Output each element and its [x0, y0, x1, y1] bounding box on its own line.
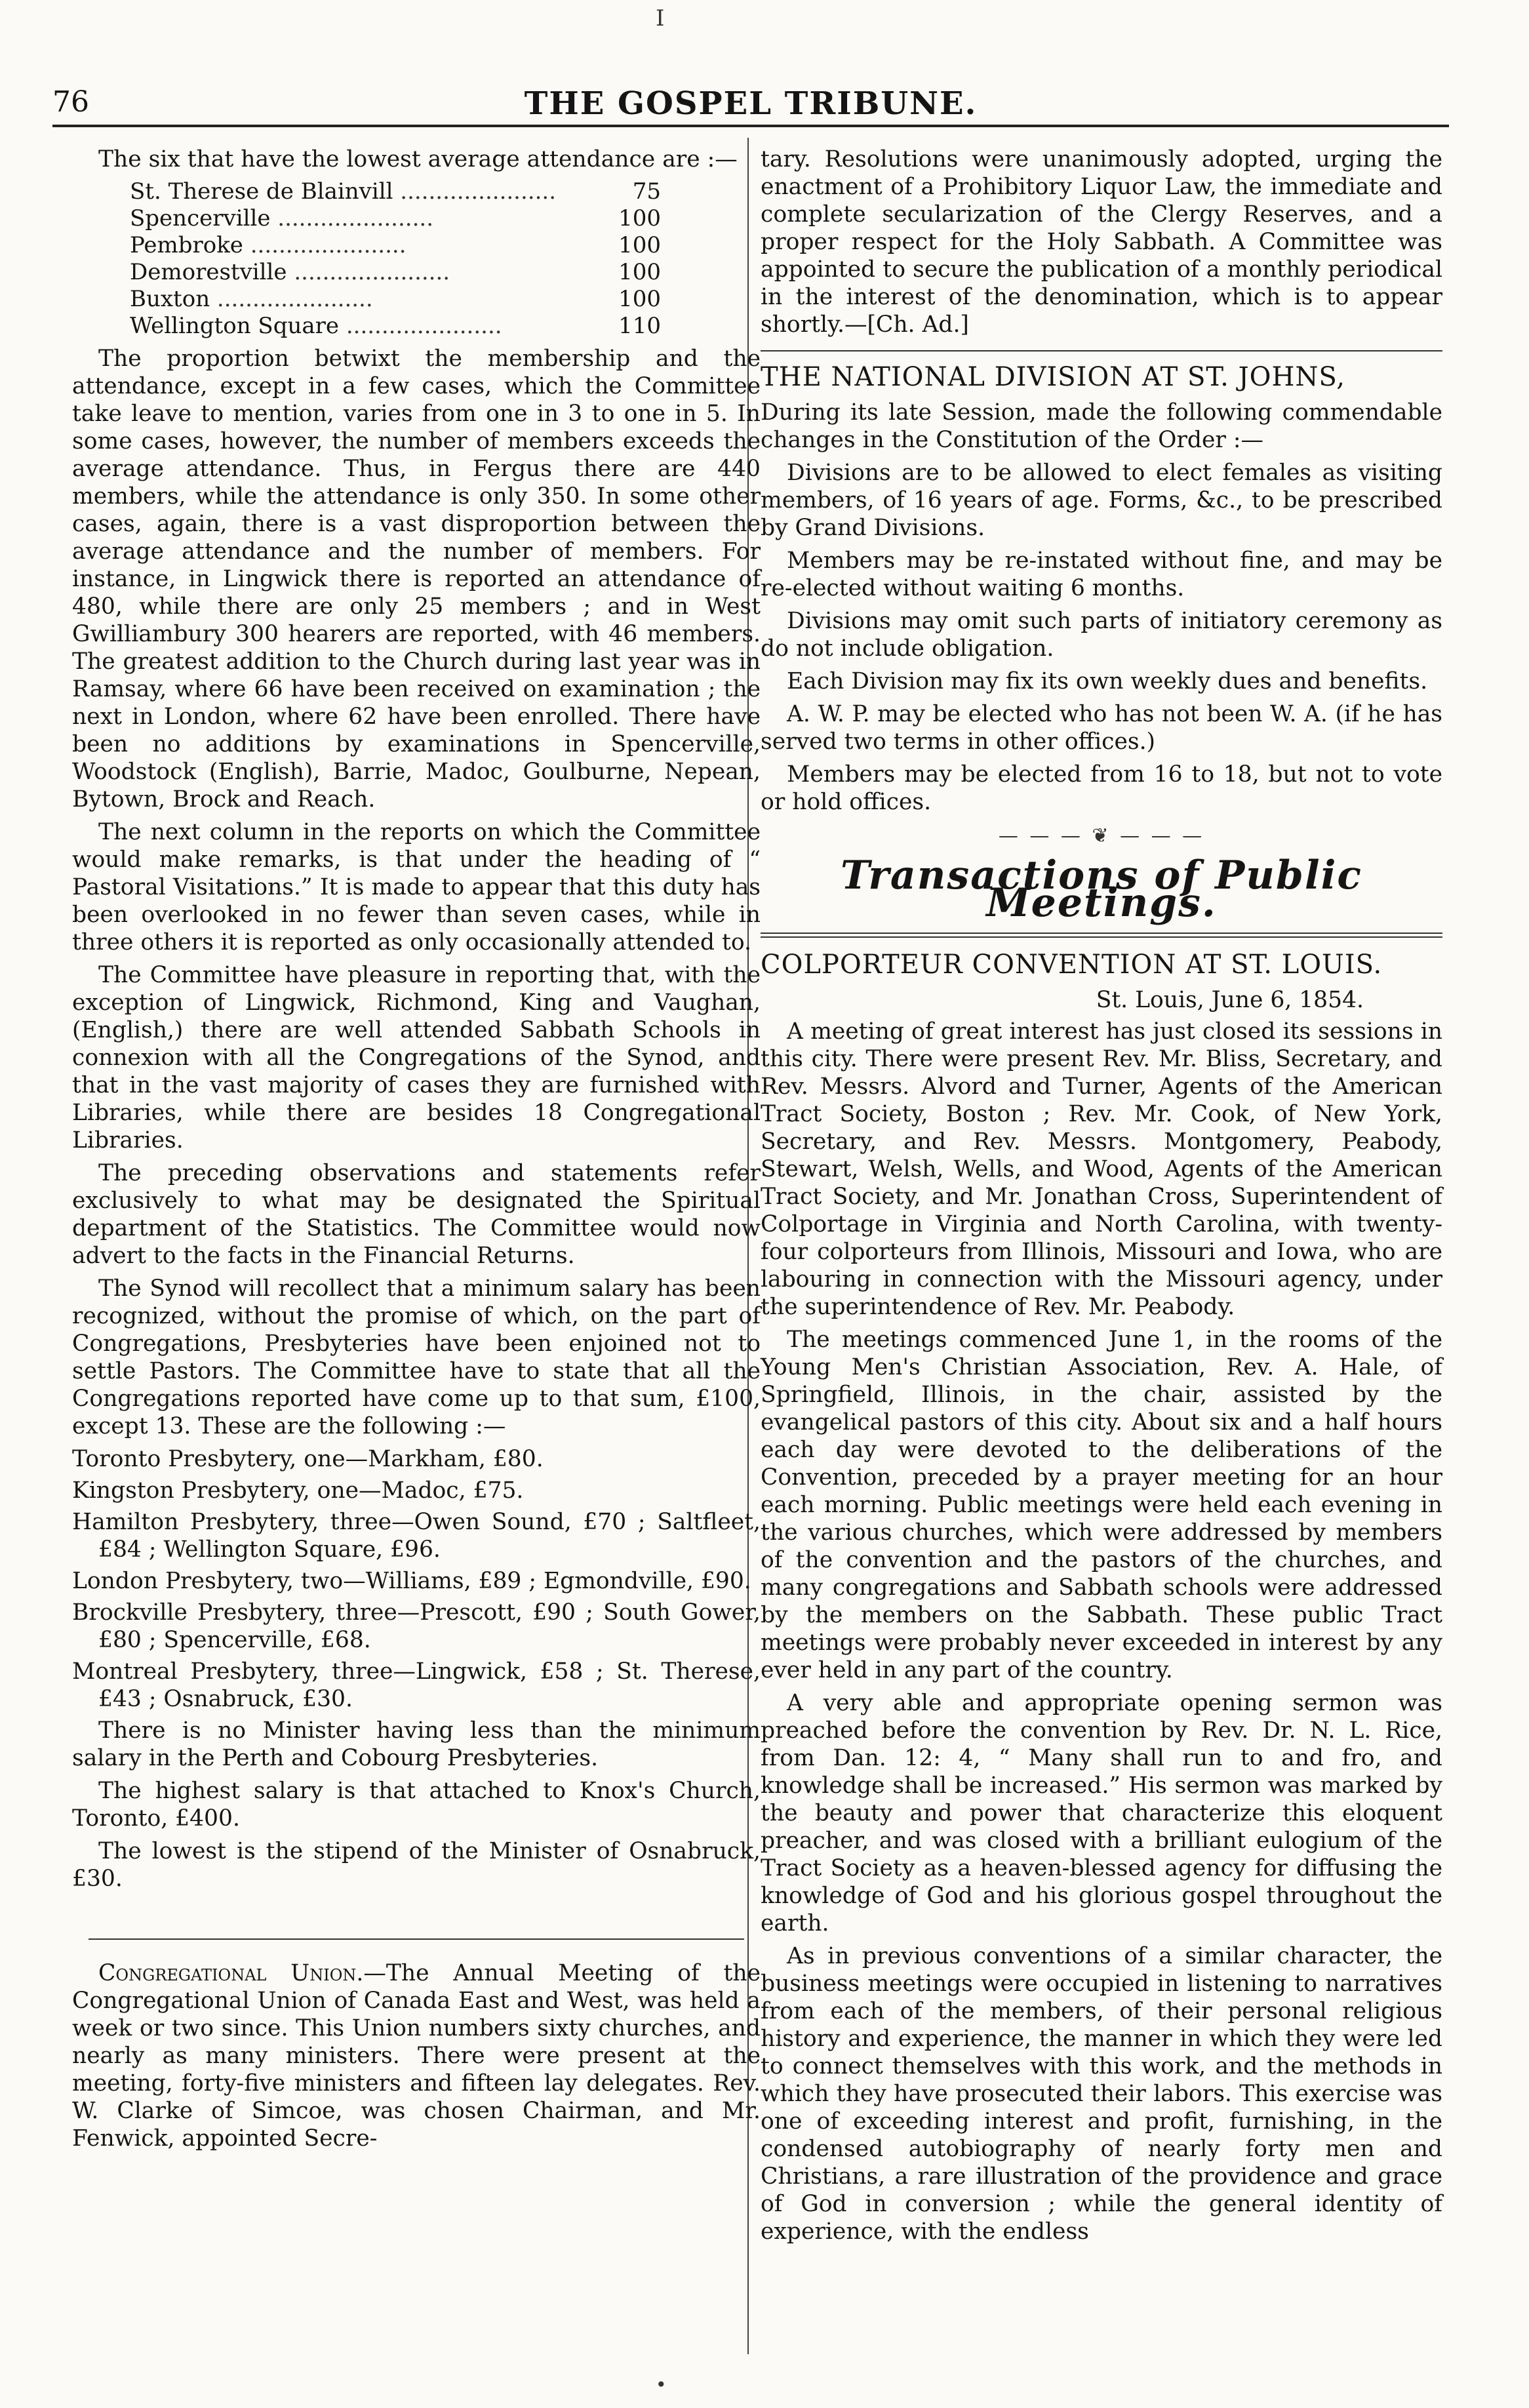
- presbytery-item: Hamilton Presbytery, three—Owen Sound, £70 ; Saltfleet, £84 ; Wellington Square, £96.: [72, 1509, 761, 1563]
- paragraph-highest-salary: The highest salary is that attached to Knox's Church, Toronto, £400.: [72, 1778, 761, 1832]
- attendance-value: 100: [618, 259, 661, 285]
- colporteur-heading: COLPORTEUR CONVENTION AT ST. LOUIS.: [761, 950, 1383, 980]
- division-rule-5: A. W. P. may be elected who has not been W. A. (if he has served two terms in other offices.): [761, 701, 1442, 755]
- paragraph-congregational-union: [72, 1959, 761, 2152]
- division-rule-2: Members may be re-instated without fine, and may be re-elected without waiting 6 months.: [761, 548, 1442, 601]
- running-title: THE GOSPEL TRIBUNE.: [524, 85, 978, 122]
- attendance-congregation: Spencerville .....: [130, 205, 589, 232]
- division-intro: During its late Session, made the following commendable changes in the Constitution of the Order :—: [761, 399, 1442, 453]
- paragraph-proportion: The proportion betwixt the membership and the attendance, except in a few cases, which the Committee take leave to mention, varies from one in 3 to one in 5. In some cases, however, the number of members exceeds the average attendance. Thus, in Fergus there are 440 members, while the attendance is only 350. In some other cases, again, there is a vast disproportion between the average attendance and the number of members. For instance, in Lingwick there is reported an attendance of 480, while there are only 25 members ; and in West Gwilliambury 300 hearers are reported, with 46 members. The greatest addition to the Church during last year was in Ramsay, where 66 have been received on examination ; the next in London, where 62 have been enrolled. There have been no additions by examinations in Spencerville, Woodstock (English), Barrie, Madoc, Goulburne, Nepean, Bytown, Brock and Reach.: [72, 346, 761, 813]
- double-rule: [761, 933, 1442, 938]
- paragraph-no-minister: There is no Minister having less than the minimum salary in the Perth and Cobourg Presbyteries.: [72, 1717, 761, 1771]
- presbytery-item: Kingston Presbytery, one—Madoc, £75.: [72, 1477, 524, 1504]
- division-rule-4: Each Division may fix its own weekly dues and benefits.: [787, 668, 1428, 694]
- attendance-row: [130, 232, 661, 259]
- paragraph-minimum-salary: The Synod will recollect that a minimum salary has been recognized, without the promise of which, on the part of Congregations, Presbyteries have been enjoined not to settle Pastors. The Committee have to state that all the Congregations reported have come up to that sum, £100, except 13. These are the following :—: [72, 1275, 761, 1439]
- bottom-mark: •: [656, 2374, 667, 2396]
- section-rule: [89, 1938, 744, 1940]
- top-mark: I: [656, 5, 665, 31]
- attendance-row: [130, 313, 661, 340]
- attendance-congregation: Buxton .....: [130, 286, 589, 313]
- division-rule-6: Members may be elected from 16 to 18, but not to vote or hold offices.: [761, 761, 1442, 815]
- left-column: [72, 146, 761, 2157]
- attendance-value: 100: [618, 232, 661, 258]
- attendance-row: [130, 286, 661, 313]
- presbytery-item: Toronto Presbytery, one—Markham, £80.: [72, 1446, 544, 1472]
- dateline: St. Louis, June 6, 1854.: [1096, 987, 1364, 1013]
- paragraph-continued: tary. Resolutions were unanimously adopted, urging the enactment of a Prohibitory Liquor Law, the immediate and complete secularization of the Clergy Reserves, and a proper respect for the Holy Sabbath. A Committee was appointed to secure the publication of a monthly periodical in the interest of the denomination, which is to appear shortly.—[Ch. Ad.]: [761, 146, 1442, 338]
- union-text: —The Annual Meeting of the Congregational Union of Canada East and West, was held a week or two since. This Union numbers sixty churches, and nearly as many ministers. There were present at the meeting, forty-five ministers and fifteen lay delegates. Rev. W. Clarke of Simcoe, was chosen Chairman, and Mr. Fenwick, appointed Secre-: [72, 1960, 761, 2152]
- attendance-value: 100: [618, 286, 661, 312]
- section-title: Transactions of Public Meetings.: [841, 853, 1362, 926]
- page-header: [52, 85, 1449, 127]
- page-number: 76: [52, 85, 89, 119]
- presbytery-item: Montreal Presbytery, three—Lingwick, £58 ; St. Therese, £43 ; Osnabruck, £30.: [72, 1658, 761, 1712]
- attendance-table: [130, 178, 661, 340]
- paragraph-pastoral: The next column in the reports on which the Committee would make remarks, is that under the heading of “ Pastoral Visitations.” It is made to appear that this duty has been overlooked in no fewer than seven cases, while in three others it is reported as only occasionally attended to.: [72, 819, 761, 955]
- attendance-value: 100: [618, 205, 661, 231]
- rule-division: [761, 350, 1442, 351]
- colporteur-paragraph-4: As in previous conventions of a similar character, the business meetings were occupied in listening to narratives from each of the members, of their personal religious history and experience, the manner in which they were led to connect themselves with this work, and the methods in which they have prosecuted their labors. This exercise was one of exceeding interest and profit, furnishing, in the condensed autobiography of nearly forty men and Christians, a rare illustration of the providence and grace of God in conversion ; while the general identity of experience, with the endless: [761, 1943, 1442, 2245]
- presbytery-list: [72, 1445, 761, 1713]
- attendance-value: 75: [632, 178, 661, 205]
- paragraph-sabbath-schools: The Committee have pleasure in reporting that, with the exception of Lingwick, Richmond, King and Vaughan, (English,) there are well attended Sabbath Schools in connexion with all the Congregations of the Synod, and that in the vast majority of cases they are furnished with Libraries, while there are besides 18 Congregational Libraries.: [72, 962, 761, 1154]
- presbytery-item: Brockville Presbytery, three—Prescott, £90 ; South Gower, £80 ; Spencerville, £68.: [72, 1599, 761, 1653]
- union-title: Congregational Union.: [98, 1960, 364, 1986]
- colporteur-paragraph-2: The meetings commenced June 1, in the rooms of the Young Men's Christian Association, Rev. A. Hale, of Springfield, Illinois, in the chair, assisted by the evangelical pastors of this city. About six and a half hours each day were devoted to the deliberations of the Convention, preceded by a prayer meeting for an hour each morning. Public meetings were held each evening in the various churches, which were addressed by members of the convention and the pastors of the churches, and many congregations and Sabbath schools were addressed by the members on the Sabbath. These public Tract meetings were probably never exceeded in interest by any ever held in any part of the country.: [761, 1327, 1442, 1683]
- attendance-congregation: Demorestville .....: [130, 259, 589, 286]
- attendance-row: [130, 178, 661, 205]
- attendance-congregation: Wellington Square .....: [130, 313, 589, 340]
- ornament-divider: — — — ❦ — — —: [998, 824, 1205, 847]
- colporteur-paragraph-3: A very able and appropriate opening sermon was preached before the convention by Rev. Dr. N. L. Rice, from Dan. 12: 4, “ Many shall run to and fro, and knowledge shall be increased.” His sermon was marked by the beauty and power that characterize this eloquent preacher, and was closed with a brilliant eulogium of the Tract Society as a heaven-blessed agency for diffusing the knowledge of God and his glorious gospel throughout the earth.: [761, 1690, 1442, 1936]
- attendance-row: [130, 205, 661, 232]
- division-rule-1: Divisions are to be allowed to elect females as visiting members, of 16 years of age. Forms, &c., to be prescribed by Grand Divisions.: [761, 460, 1442, 541]
- division-heading: THE NATIONAL DIVISION AT ST. JOHNS,: [761, 362, 1346, 392]
- attendance-congregation: Pembroke .....: [130, 232, 589, 259]
- attendance-congregation: St. Therese de Blainvill .....: [130, 178, 589, 205]
- right-column: [761, 146, 1442, 2251]
- attendance-row: [130, 259, 661, 286]
- colporteur-paragraph-1: A meeting of great interest has just closed its sessions in this city. There were present Rev. Mr. Bliss, Secretary, and Rev. Messrs. Alvord and Turner, Agents of the American Tract Society, Boston ; Rev. Mr. Cook, of New York, Secretary, and Rev. Messrs. Montgomery, Peabody, Stewart, Welsh, Wells, and Wood, Agents of the American Tract Society, and Mr. Jonathan Cross, Superintendent of Colportage in Virginia and North Carolina, with twenty-four colporteurs from Illinois, Missouri and Iowa, who are labouring in connection with the Missouri agency, under the superintendence of Rev. Mr. Peabody.: [761, 1018, 1442, 1320]
- division-rule-3: Divisions may omit such parts of initiatory ceremony as do not include obligation.: [761, 608, 1442, 662]
- paragraph-lowest-salary: The lowest is the stipend of the Minister of Osnabruck, £30.: [72, 1838, 761, 1892]
- attendance-intro: The six that have the lowest average attendance are :—: [98, 146, 738, 172]
- attendance-value: 110: [618, 313, 661, 339]
- paragraph-observations: The preceding observations and statements refer exclusively to what may be designated the Spiritual department of the Statistics. The Committee would now advert to the facts in the Financial Returns.: [72, 1160, 761, 1269]
- presbytery-item: London Presbytery, two—Williams, £89 ; Egmondville, £90.: [72, 1568, 751, 1594]
